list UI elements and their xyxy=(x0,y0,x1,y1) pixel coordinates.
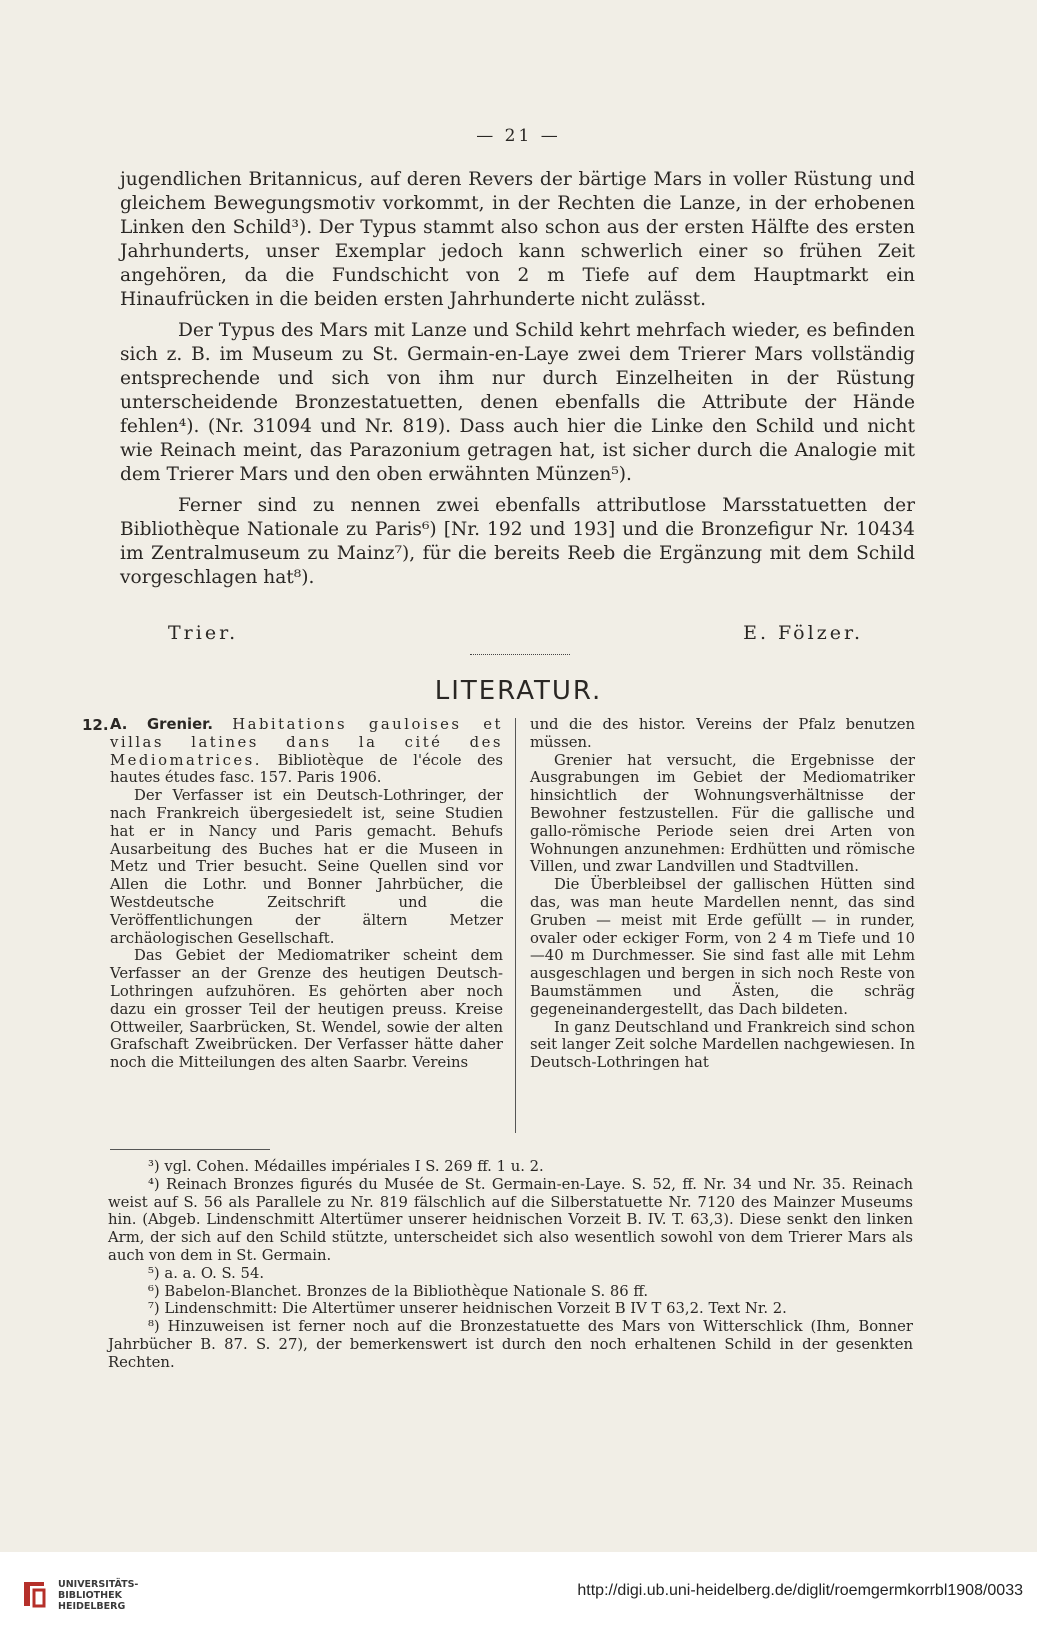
section-separator xyxy=(470,654,570,655)
viewer-footer xyxy=(0,1552,1037,1635)
entry-number: 12. xyxy=(82,716,109,734)
body-paragraph: Ferner sind zu nennen zwei ebenfalls attributlose Marsstatuetten der Bibliothèque Nationale zu Paris⁶) [Nr. 192 und 193] und die Bronzefigur Nr. 10434 im Zentralmuseum zu Mainz⁷), für die bereits Reeb die Ergänzung mit dem Schild vorgeschlagen hat⁸). xyxy=(120,495,915,588)
body-paragraph: Der Typus des Mars mit Lanze und Schild kehrt mehrfach wieder, es befinden sich z. B. im Museum zu St. Germain-en-Laye zwei dem Trierer Mars vollständig entsprechende und sich von ihm nur durch Einzelheiten in der Rüstung unterscheidende Bronzestatuetten, denen ebenfalls die Attribute der Hände fehlen⁴). (Nr. 31094 und Nr. 819). Dass auch hier die Linke den Schild und nicht wie Reinach meint, das Parazonium getragen hat, ist sicher durch die Analogie mit dem Trierer Mars und den oben erwähnten Münzen⁵). xyxy=(120,320,915,485)
column-paragraph: und die des histor. Vereins der Pfalz benutzen müssen. xyxy=(530,716,915,751)
footnote: ⁵) a. a. O. S. 54. xyxy=(148,1264,265,1282)
signature-author: E. Fölzer. xyxy=(743,622,863,644)
entry-publication: Bibliotèque de l'école des hautes études fasc. 157. Paris 1906. xyxy=(110,751,503,787)
column-divider xyxy=(515,718,516,1133)
column-paragraph: Die Überbleibsel der gallischen Hütten sind das, was man heute Mardellen nennt, das sind Gruben — meist mit Erde gefüllt — in runder, ovaler oder eckiger Form, von 2 4 m Tiefe und 10—40 m Durchmesser. Sie sind fast alle mit Lehm ausgeschlagen und bergen in sich noch Reste von Baumstämmen und Ästen, die schräg gegeneinandergestellt, das Dach bildeten. xyxy=(530,876,915,1018)
page-number: — 21 — xyxy=(476,126,561,146)
entry-header xyxy=(110,716,503,787)
column-paragraph: Der Verfasser ist ein Deutsch-Lothringer, der nach Frankreich übergesiedelt ist, seine Studien hat er in Nancy und Paris gemacht. Behufs Ausarbeitung des Buches hat er die Museen in Metz und Trier besucht. Seine Quellen sind vor Allen die Lothr. und Bonner Jahrbücher, die Westdeutsche Zeitschrift und die Veröffentlichungen der ältern Metzer archäologischen Gesellschaft. xyxy=(110,787,503,947)
column-paragraph: Grenier hat versucht, die Ergebnisse der Ausgrabungen im Gebiet der Mediomatriker hinsichtlich der Wohnungsverhältnisse der Bewohner festzustellen. Für die gallische und gallo-römische Periode seien drei Arten von Wohnungen anzunehmen: Erdhütten und römische Villen, und zwar Landvillen und Stadtvillen. xyxy=(530,751,915,876)
footnote: ⁶) Babelon-Blanchet. Bronzes de la Bibliothèque Nationale S. 86 ff. xyxy=(148,1282,649,1300)
right-column xyxy=(530,716,915,1072)
permalink-url[interactable]: http://digi.ub.uni-heidelberg.de/diglit/roemgermkorrbl1908/0033 xyxy=(577,1582,1023,1599)
footnote: ⁸) Hinzuweisen ist ferner noch auf die Bronzestatuette des Mars von Witterschlick (Ihm, Bonner Jahrbücher B. 87. S. 27), der bemerkenswert ist durch den noch erhaltenen Schild in der gesenkten Rechten. xyxy=(108,1318,913,1371)
body-paragraph: jugendlichen Britannicus, auf deren Revers der bärtige Mars in voller Rüstung und gleichem Bewegungsmotiv vorkommt, in der Rechten die Lanze, in der erhobenen Linken den Schild³). Der Typus stammt also schon aus der ersten Hälfte des ersten Jahrhunderts, unser Exemplar jedoch kann schwerlich einer so frühen Zeit angehören, da die Fundschicht von 2 m Tiefe auf dem Hauptmarkt ein Hinaufrücken in die beiden ersten Jahrhunderte nicht zulässt. xyxy=(120,169,915,310)
left-column xyxy=(110,716,503,1072)
signature-place: Trier. xyxy=(168,622,239,644)
footnote-rule xyxy=(110,1149,270,1150)
footnote: ⁷) Lindenschmitt: Die Altertümer unserer heidnischen Vorzeit B IV T 63,2. Text Nr. 2. xyxy=(148,1300,787,1318)
section-heading: LITERATUR. xyxy=(434,676,603,706)
entry-author: A. Grenier. xyxy=(110,716,213,733)
entry-title: Habitations gauloises et villas latines dans la cité des Mediomatrices. xyxy=(110,716,503,769)
library-logo-icon xyxy=(20,1578,48,1610)
column-paragraph: In ganz Deutschland und Frankreich sind schon seit langer Zeit solche Mardellen nachgewiesen. In Deutsch-Lothringen hat xyxy=(530,1018,915,1072)
column-paragraph: Das Gebiet der Mediomatriker scheint dem Verfasser an der Grenze des heutigen Deutsch-Lothringen aufzuhören. Es gehörten aber noch dazu ein grosser Teil der heutigen preuss. Kreise Ottweiler, Saarbrücken, St. Wendel, sowie der alten Grafschaft Zweibrücken. Der Verfasser hätte daher noch die Mitteilungen des alten Saarbr. Vereins xyxy=(110,947,503,1072)
footnotes xyxy=(108,1158,913,1372)
library-name: UNIVERSITÄTS- BIBLIOTHEK HEIDELBERG xyxy=(58,1579,139,1612)
footnote: ³) vgl. Cohen. Médailles impériales I S. 269 ff. 1 u. 2. xyxy=(148,1158,544,1175)
footnote: ⁴) Reinach Bronzes figurés du Musée de St. Germain-en-Laye. S. 52, ff. Nr. 34 und Nr. 35. Reinach weist auf S. 56 als Parallele zu Nr. 819 fälschlich auf die Silberstatuette Nr. 7120 des Mainzer Museums hin. (Abgeb. Lindenschmitt Altertümer unserer heidnischen Vorzeit B. IV. T. 63,3). Diese senkt den linken Arm, der sich auf den Schild stützte, unterscheidet sich also wesentlich sowohl von dem Trierer Mars als auch von dem in St. Germain. xyxy=(108,1175,913,1264)
body-text xyxy=(120,168,915,590)
